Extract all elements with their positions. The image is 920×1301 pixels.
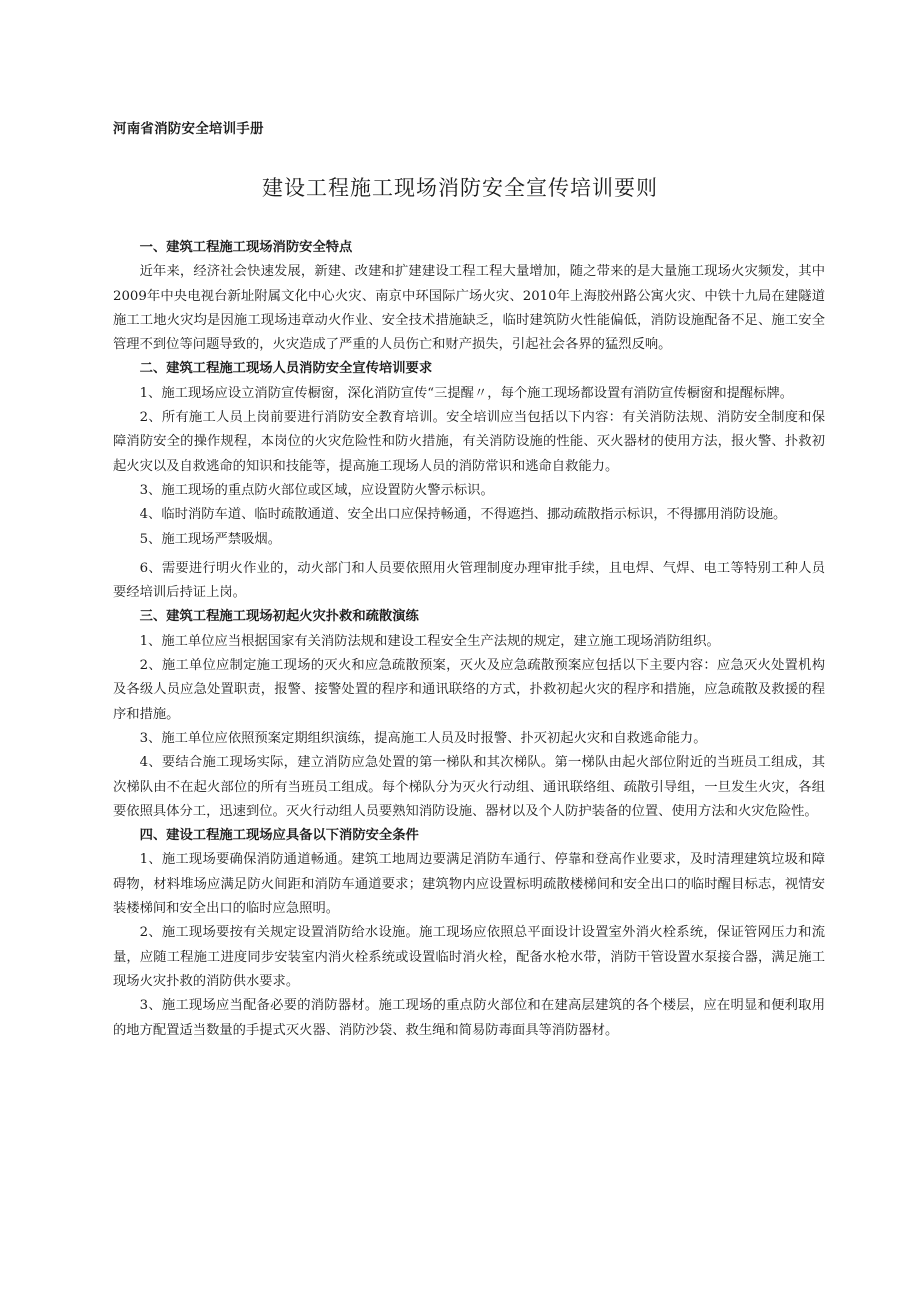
paragraph: 1、施工现场应设立消防宣传橱窗，深化消防宣传“三提醒〃，每个施工现场都设置有消防宣传橱窗和提醒标牌。 [139,385,794,401]
paragraph: 4、要结合施工现场实际，建立消防应急处置的第一梯队和其次梯队。第一梯队由起火部位附近的当班员工组成，其次梯队由不在起火部位的所有当班员工组成。每个梯队分为灭火行动组、通讯联络组、疏散引导组，一旦发生火灾，各组要依照具体分工，迅速到位。灭火行动组人员要熟知消防设施、器材以及个人防护装备的位置、使用方法和火灾危险性。 [113,755,825,819]
document-title: 建设工程施工现场消防安全宣传培训要则 [262,176,658,200]
paragraph: 3、施工现场的重点防火部位或区域，应设置防火警示标识。 [139,482,494,498]
document-body [113,236,825,1043]
paragraph: 3、施工单位应依照预案定期组织演练，提高施工人员及时报警、扑灭初起火灾和自救逃命能力。 [139,730,707,746]
document-header: 河南省消防安全培训手册 [113,121,264,137]
paragraph: 1、施工单位应当根据国家有关消防法规和建设工程安全生产法规的规定，建立施工现场消防组织。 [139,633,720,649]
paragraph: 4、临时消防车道、临时疏散通道、安全出口应保持畅通，不得遮挡、挪动疏散指示标识，不得挪用消防设施。 [139,507,787,523]
paragraph: 5、施工现场严禁吸烟。 [139,531,282,547]
paragraph: 6、需要进行明火作业的，动火部门和人员要依照用火管理制度办理审批手续，且电焊、气焊、电工等特别工种人员要经培训后持证上岗。 [113,560,825,601]
paragraph: 1、施工现场要确保消防通道畅通。建筑工地周边要满足消防车通行、停靠和登高作业要求，及时清理建筑垃圾和障碍物，材料堆场应满足防火间距和消防车通道要求；建筑物内应设置标明疏散楼梯间和安全出口的临时醒目标志，视情安装楼梯间和安全出口的临时应急照明。 [113,852,825,917]
section-heading-1: 一、建筑工程施工现场消防安全特点 [139,240,353,255]
paragraph: 3、施工现场应当配备必要的消防器材。施工现场的重点防火部位和在建高层建筑的各个楼层，应在明显和便利取用的地方配置适当数量的手提式灭火器、消防沙袋、救生绳和简易防毒面具等消防器材。 [113,998,825,1038]
paragraph: 2、所有施工人员上岗前要进行消防安全教育培训。安全培训应当包括以下内容：有关消防法规、消防安全制度和保障消防安全的操作规程，本岗位的火灾危险性和防火措施，有关消防设施的性能、灭火器材的使用方法，报火警、扑救初起火灾以及自救逃命的知识和技能等，提高施工现场人员的消防常识和逃命自救能力。 [113,410,825,474]
paragraph: 近年来，经济社会快速发展，新建、改建和扩建建设工程工程大量增加，随之带来的是大量施工现场火灾频发，其中2009年中央电视台新址附属文化中心火灾、南京中环国际广场火灾、2010年上海胶州路公寓火灾、中铁十九局在建隧道施工工地火灾均是因施工现场违章动火作业、安全技术措施缺乏，临时建筑防火性能偏低，消防设施配备不足、施工安全管理不到位等问题导致的，火灾造成了严重的人员伤亡和财产损失，引起社会各界的猛烈反响。 [113,264,825,353]
section-heading-3: 三、建筑工程施工现场初起火灾扑救和疏散演练 [139,609,419,625]
paragraph: 2、施工现场要按有关规定设置消防给水设施。施工现场应依照总平面设计设置室外消火栓系统，保证管网压力和流量，应随工程施工进度同步安装室内消火栓系统或设置临时消火栓，配备水枪水带，消防干管设置水泵接合器，满足施工现场火灾扑救的消防供水要求。 [113,925,825,989]
paragraph: 2、施工单位应制定施工现场的灭火和应急疏散预案，灭火及应急疏散预案应包括以下主要内容：应急灭火处置机构及各级人员应急处置职责，报警、接警处置的程序和通讯联络的方式，扑救初起火灾的程序和措施，应急疏散及救援的程序和措施。 [113,658,825,722]
section-heading-4: 四、建设工程施工现场应具备以下消防安全条件 [139,828,419,844]
section-heading-2: 二、建筑工程施工现场人员消防安全宣传培训要求 [139,361,433,377]
